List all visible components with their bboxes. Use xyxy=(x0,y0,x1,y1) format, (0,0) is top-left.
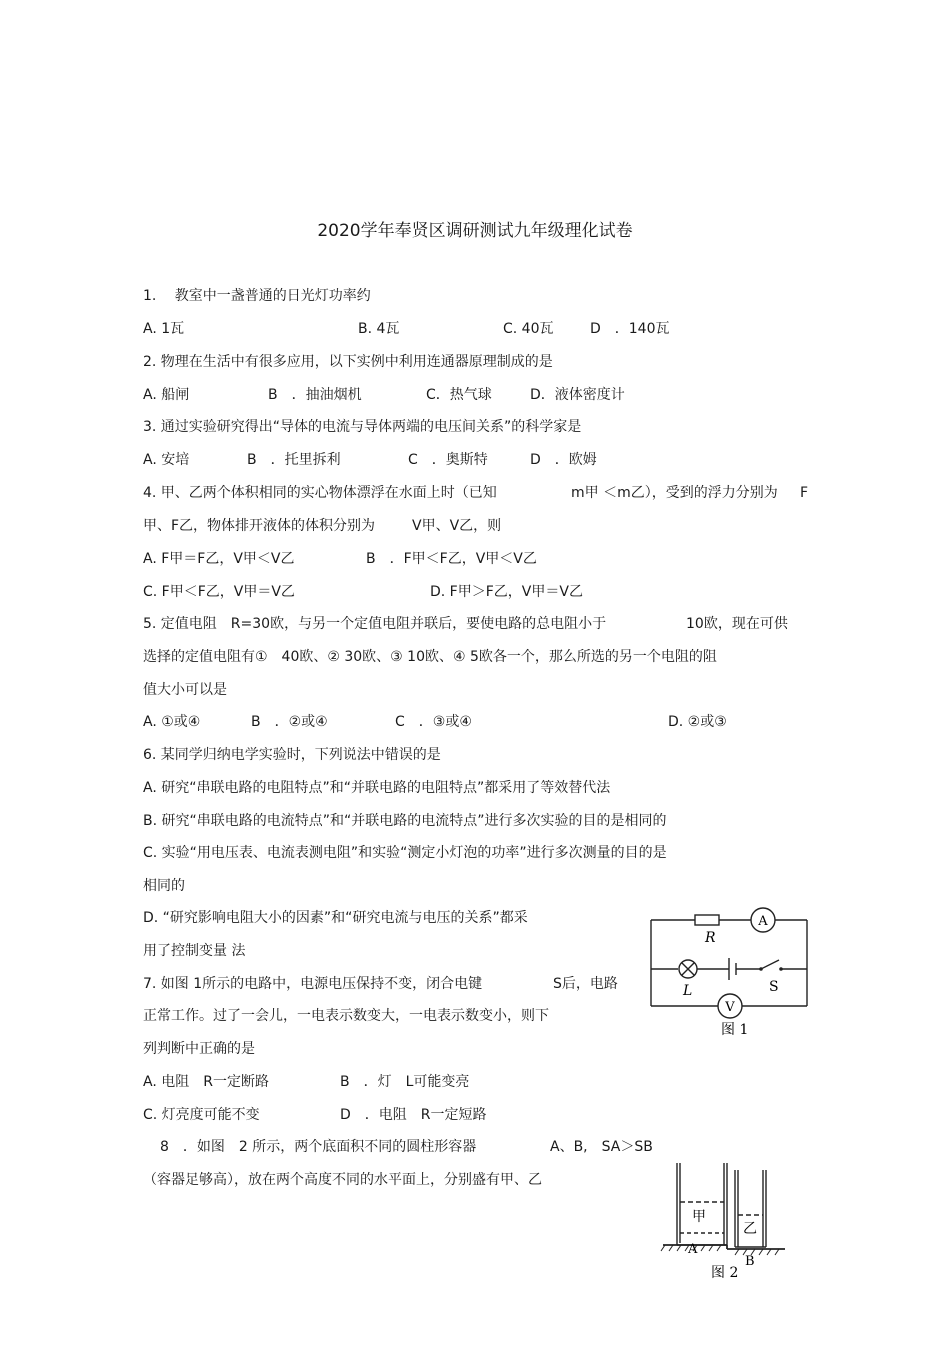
q2-option-d: D．液体密度计 xyxy=(530,387,625,403)
voltmeter-label: V xyxy=(725,1000,735,1015)
q5-option-c: C ．③或④ xyxy=(395,714,472,730)
resistor-r xyxy=(695,915,719,925)
figure-2-containers xyxy=(655,1155,795,1285)
q7-option-a: A. 电阻 R一定断路 xyxy=(143,1074,269,1090)
question-6: 6. 某同学归纳电学实验时，下列说法中错误的是 xyxy=(143,747,441,763)
q1-option-a: A. 1瓦 xyxy=(143,321,185,337)
question-8-line2: （容器足够高），放在两个高度不同的水平面上，分别盛有甲、乙 xyxy=(143,1172,542,1188)
question-2: 2. 物理在生活中有很多应用，以下实例中利用连通器原理制成的是 xyxy=(143,354,553,370)
question-5-tail: 10欧，现在可供 xyxy=(686,616,788,632)
switch-s xyxy=(761,960,779,969)
q6-option-d-cont: 用了控制变量 法 xyxy=(143,943,246,959)
container-a-label: A xyxy=(688,1242,698,1257)
figure-1-caption: 图 1 xyxy=(721,1022,749,1038)
q3-option-c: C ．奥斯特 xyxy=(408,452,488,468)
lamp-label: L xyxy=(683,983,693,999)
q5-option-b: B ．②或④ xyxy=(251,714,328,730)
q6-option-b: B. 研究“串联电路的电流特点”和“并联电路的电流特点”进行多次实验的目的是相同的 xyxy=(143,813,667,829)
q7-option-d: D ．电阻 R一定短路 xyxy=(340,1107,487,1123)
q4-option-b: B ．F甲＜F乙，V甲＜V乙 xyxy=(366,551,537,567)
q4-option-c: C. F甲＜F乙，V甲＝V乙 xyxy=(143,584,295,600)
q3-option-b: B ．托里拆利 xyxy=(247,452,341,468)
question-8: 8 ．如图 2 所示，两个底面积不同的圆柱形容器 xyxy=(160,1139,477,1155)
q3-option-a: A. 安培 xyxy=(143,452,190,468)
container-b-label: B xyxy=(745,1254,755,1269)
q7-option-c: C. 灯亮度可能不变 xyxy=(143,1107,260,1123)
q1-option-d: D ．140瓦 xyxy=(590,321,670,337)
question-8-tail: A、B, SA＞SB xyxy=(550,1139,653,1155)
q2-option-b: B ．抽油烟机 xyxy=(268,387,362,403)
question-7-line3: 列判断中正确的是 xyxy=(143,1041,255,1057)
question-7-line2: 正常工作。过了一会儿，一电表示数变大，一电表示数变小，则下 xyxy=(143,1008,549,1024)
liquid-jia-label: 甲 xyxy=(692,1209,706,1225)
q1-option-c: C. 40瓦 xyxy=(503,321,554,337)
q6-option-d: D. “研究影响电阻大小的因素”和“研究电流与电压的关系”都采 xyxy=(143,910,528,926)
q4-option-d: D. F甲＞F乙，V甲＝V乙 xyxy=(430,584,583,600)
q6-option-c-cont: 相同的 xyxy=(143,878,185,894)
question-5-line2: 选择的定值电阻有① 40欧、② 30欧、③ 10欧、④ 5欧各一个，那么所选的另一个电阻的阻 xyxy=(143,649,717,665)
resistor-label: R xyxy=(705,930,716,946)
question-5-line3: 值大小可以是 xyxy=(143,682,227,698)
q2-option-c: C．热气球 xyxy=(426,387,492,403)
ammeter-label: A xyxy=(758,914,768,929)
figure-1-circuit xyxy=(645,900,815,1040)
q3-option-d: D ．欧姆 xyxy=(530,452,597,468)
q6-option-a: A. 研究“串联电路的电阻特点”和“并联电路的电阻特点”都采用了等效替代法 xyxy=(143,780,611,796)
question-7: 7. 如图 1所示的电路中，电源电压保持不变，闭合电键 xyxy=(143,976,483,992)
question-1: 1. 教室中一盏普通的日光灯功率约 xyxy=(143,288,371,304)
q1-option-b: B. 4瓦 xyxy=(358,321,400,337)
question-4-mass: m甲 ＜m乙），受到的浮力分别为 xyxy=(571,485,778,501)
q6-option-c: C. 实验“用电压表、电流表测电阻”和实验“测定小灯泡的功率”进行多次测量的目的是 xyxy=(143,845,667,861)
q2-option-a: A. 船闸 xyxy=(143,387,190,403)
question-5: 5. 定值电阻 R=30欧，与另一个定值电阻并联后，要使电路的总电阻小于 xyxy=(143,616,607,632)
q5-option-a: A. ①或④ xyxy=(143,714,201,730)
switch-label: S xyxy=(769,979,779,995)
liquid-yi-label: 乙 xyxy=(743,1221,757,1237)
question-4-f: F xyxy=(800,485,809,501)
question-4-line2: 甲、F乙，物体排开液体的体积分别为 xyxy=(143,518,376,534)
q5-option-d: D. ②或③ xyxy=(668,714,727,730)
question-4-volume: V甲、V乙，则 xyxy=(412,518,502,534)
question-7-tail: S后，电路 xyxy=(553,976,618,992)
page-title: 2020学年奉贤区调研测试九年级理化试卷 xyxy=(317,221,633,241)
figure-2-caption: 图 2 xyxy=(711,1265,739,1281)
q7-option-b: B ．灯 L可能变亮 xyxy=(340,1074,470,1090)
question-4: 4. 甲、乙两个体积相同的实心物体漂浮在水面上时（已知 xyxy=(143,485,497,501)
q4-option-a: A. F甲＝F乙，V甲＜V乙 xyxy=(143,551,295,567)
question-3: 3. 通过实验研究得出“导体的电流与导体两端的电压间关系”的科学家是 xyxy=(143,419,582,435)
